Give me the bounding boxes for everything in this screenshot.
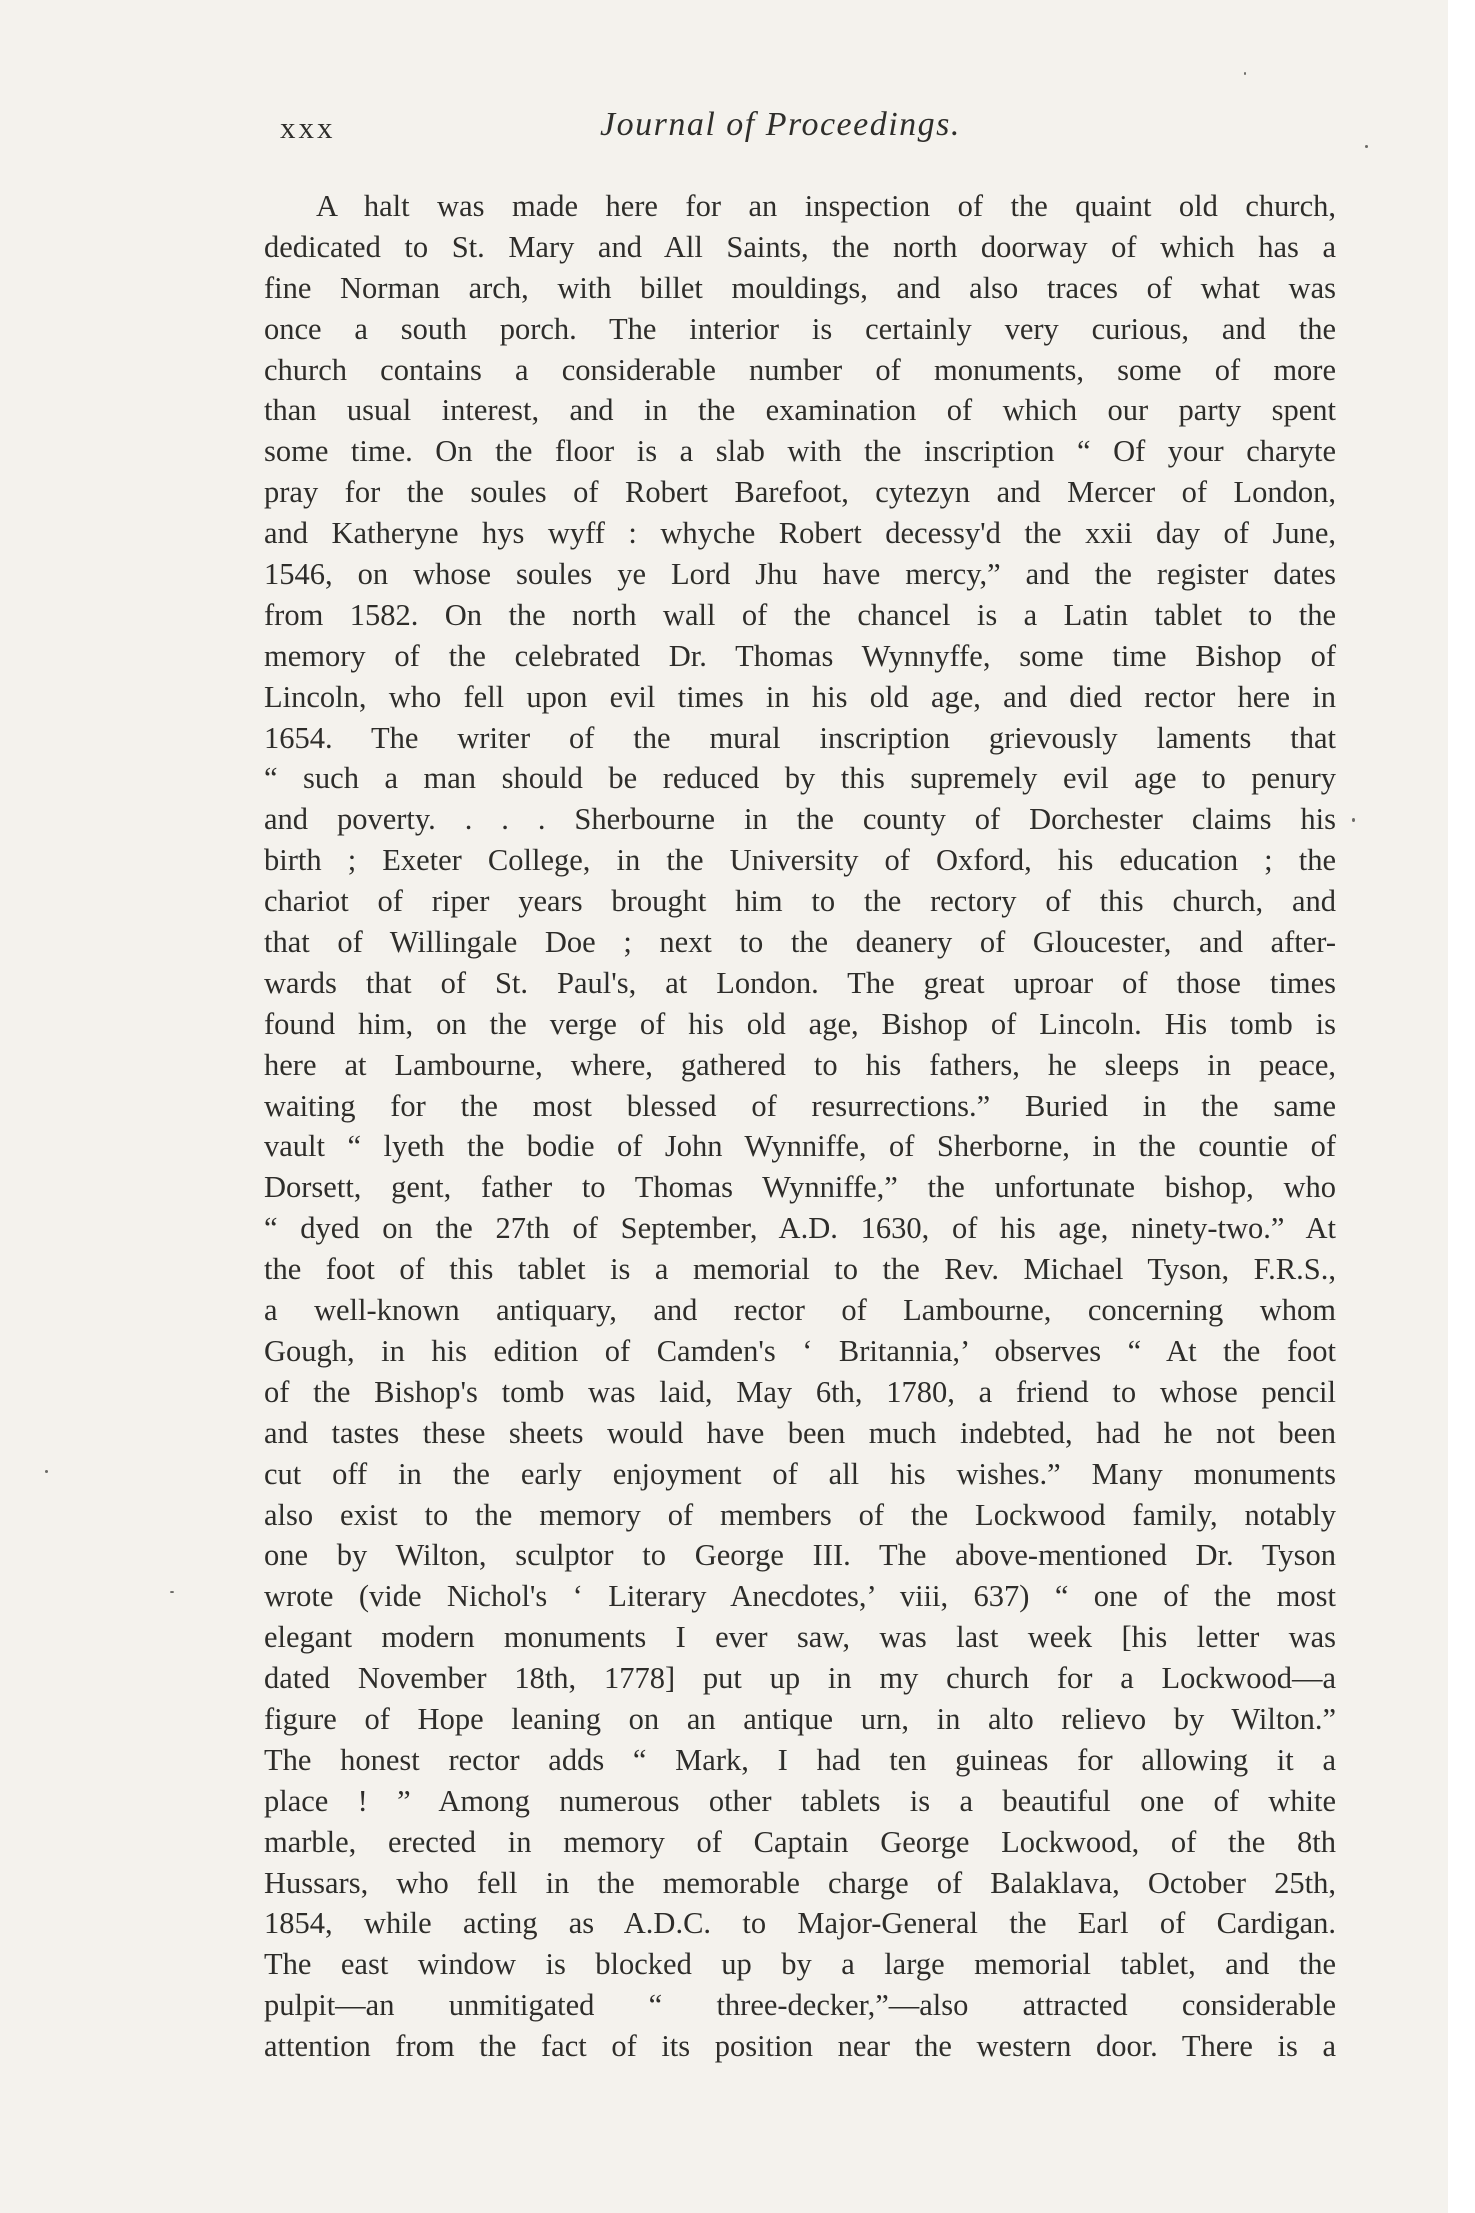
text-line: vault “ lyeth the bodie of John Wynniffe, of Sherborne, in the countie of [264,1129,1336,1164]
text-line: found him, on the verge of his old age, Bishop of Lincoln. His tomb is [264,1006,1336,1041]
text-line: Gough, in his edition of Camden's ‘ Britannia,’ observes “ At the foot [264,1333,1336,1368]
text-line: figure of Hope leaning on an antique urn, in alto relievo by Wilton.” [264,1701,1336,1736]
running-title: Journal of Proceedings. [600,106,961,143]
text-line: 1654. The writer of the mural inscription grievously laments that [264,720,1336,755]
paper-speck [1352,818,1355,822]
text-line: memory of the celebrated Dr. Thomas Wynnyffe, some time Bishop of [264,638,1336,673]
text-line: pulpit—an unmitigated “ three-decker,”—also attracted considerable [264,1988,1336,2023]
text-line: marble, erected in memory of Captain George Lockwood, of the 8th [264,1824,1336,1859]
text-line: the foot of this tablet is a memorial to the Rev. Michael Tyson, F.R.S., [264,1252,1336,1287]
text-line: than usual interest, and in the examination of which our party spent [264,393,1336,428]
page-header [280,106,1330,160]
text-line: dedicated to St. Mary and All Saints, the north doorway of which has a [264,229,1336,264]
text-line: here at Lambourne, where, gathered to his fathers, he sleeps in peace, [264,1047,1336,1082]
text-line: that of Willingale Doe ; next to the deanery of Gloucester, and after- [264,925,1336,960]
paper-speck [45,1470,48,1473]
text-line: The honest rector adds “ Mark, I had ten guineas for allowing it a [264,1742,1336,1777]
text-line: chariot of riper years brought him to the rectory of this church, and [264,884,1336,919]
text-line: place ! ” Among numerous other tablets is a beautiful one of white [264,1783,1336,1818]
text-line: some time. On the floor is a slab with the inscription “ Of your charyte [264,434,1336,469]
text-line: waiting for the most blessed of resurrections.” Buried in the same [264,1088,1336,1123]
text-line: elegant modern monuments I ever saw, was last week [his letter was [264,1620,1336,1655]
page-number: xxx [280,110,336,145]
text-line: Dorsett, gent, father to Thomas Wynniffe,” the unfortunate bishop, who [264,1170,1336,1205]
text-line: and Katheryne hys wyff : whyche Robert decessy'd the xxii day of June, [264,516,1336,551]
text-line: “ dyed on the 27th of September, A.D. 1630, of his age, ninety-two.” At [264,1211,1336,1246]
text-line: also exist to the memory of members of the Lockwood family, notably [264,1497,1336,1532]
text-line: one by Wilton, sculptor to George III. The above-mentioned Dr. Tyson [264,1538,1336,1573]
text-line: church contains a considerable number of monuments, some of more [264,352,1336,387]
text-line: dated November 18th, 1778] put up in my church for a Lockwood—a [264,1661,1336,1696]
text-line: Hussars, who fell in the memorable charge of Balaklava, October 25th, [264,1865,1336,1900]
text-line: “ such a man should be reduced by this supremely evil age to penury [264,761,1336,796]
text-line: from 1582. On the north wall of the chancel is a Latin tablet to the [264,597,1336,632]
text-line: 1854, while acting as A.D.C. to Major-General the Earl of Cardigan. [264,1906,1336,1941]
text-line: attention from the fact of its position near the western door. There is a [264,2029,1336,2064]
text-line: pray for the soules of Robert Barefoot, cytezyn and Mercer of London, [264,475,1336,510]
paper-speck [170,1591,174,1593]
text-line: wrote (vide Nichol's ‘ Literary Anecdotes,’ viii, 637) “ one of the most [264,1579,1336,1614]
text-line: once a south porch. The interior is certainly very curious, and the [264,311,1336,346]
text-line: cut off in the early enjoyment of all his wishes.” Many monuments [264,1456,1336,1491]
paper-speck [1365,145,1368,148]
text-line: 1546, on whose soules ye Lord Jhu have mercy,” and the register dates [264,557,1336,592]
text-line: wards that of St. Paul's, at London. The great uproar of those times [264,965,1336,1000]
page-edge [1448,0,1475,2213]
body-text [264,186,1336,2067]
text-line: A halt was made here for an inspection of the quaint old church, [316,189,1336,223]
paper-speck [1244,72,1246,75]
text-line: and poverty. . . . Sherbourne in the county of Dorchester claims his [264,802,1336,837]
text-line: of the Bishop's tomb was laid, May 6th, 1780, a friend to whose pencil [264,1374,1336,1409]
text-line: and tastes these sheets would have been much indebted, had he not been [264,1415,1336,1450]
text-line: Lincoln, who fell upon evil times in his old age, and died rector here in [264,679,1336,714]
text-line: fine Norman arch, with billet mouldings, and also traces of what was [264,270,1336,305]
text-line: The east window is blocked up by a large memorial tablet, and the [264,1947,1336,1982]
text-line: a well-known antiquary, and rector of Lambourne, concerning whom [264,1293,1336,1328]
text-line: birth ; Exeter College, in the University of Oxford, his education ; the [264,843,1336,878]
